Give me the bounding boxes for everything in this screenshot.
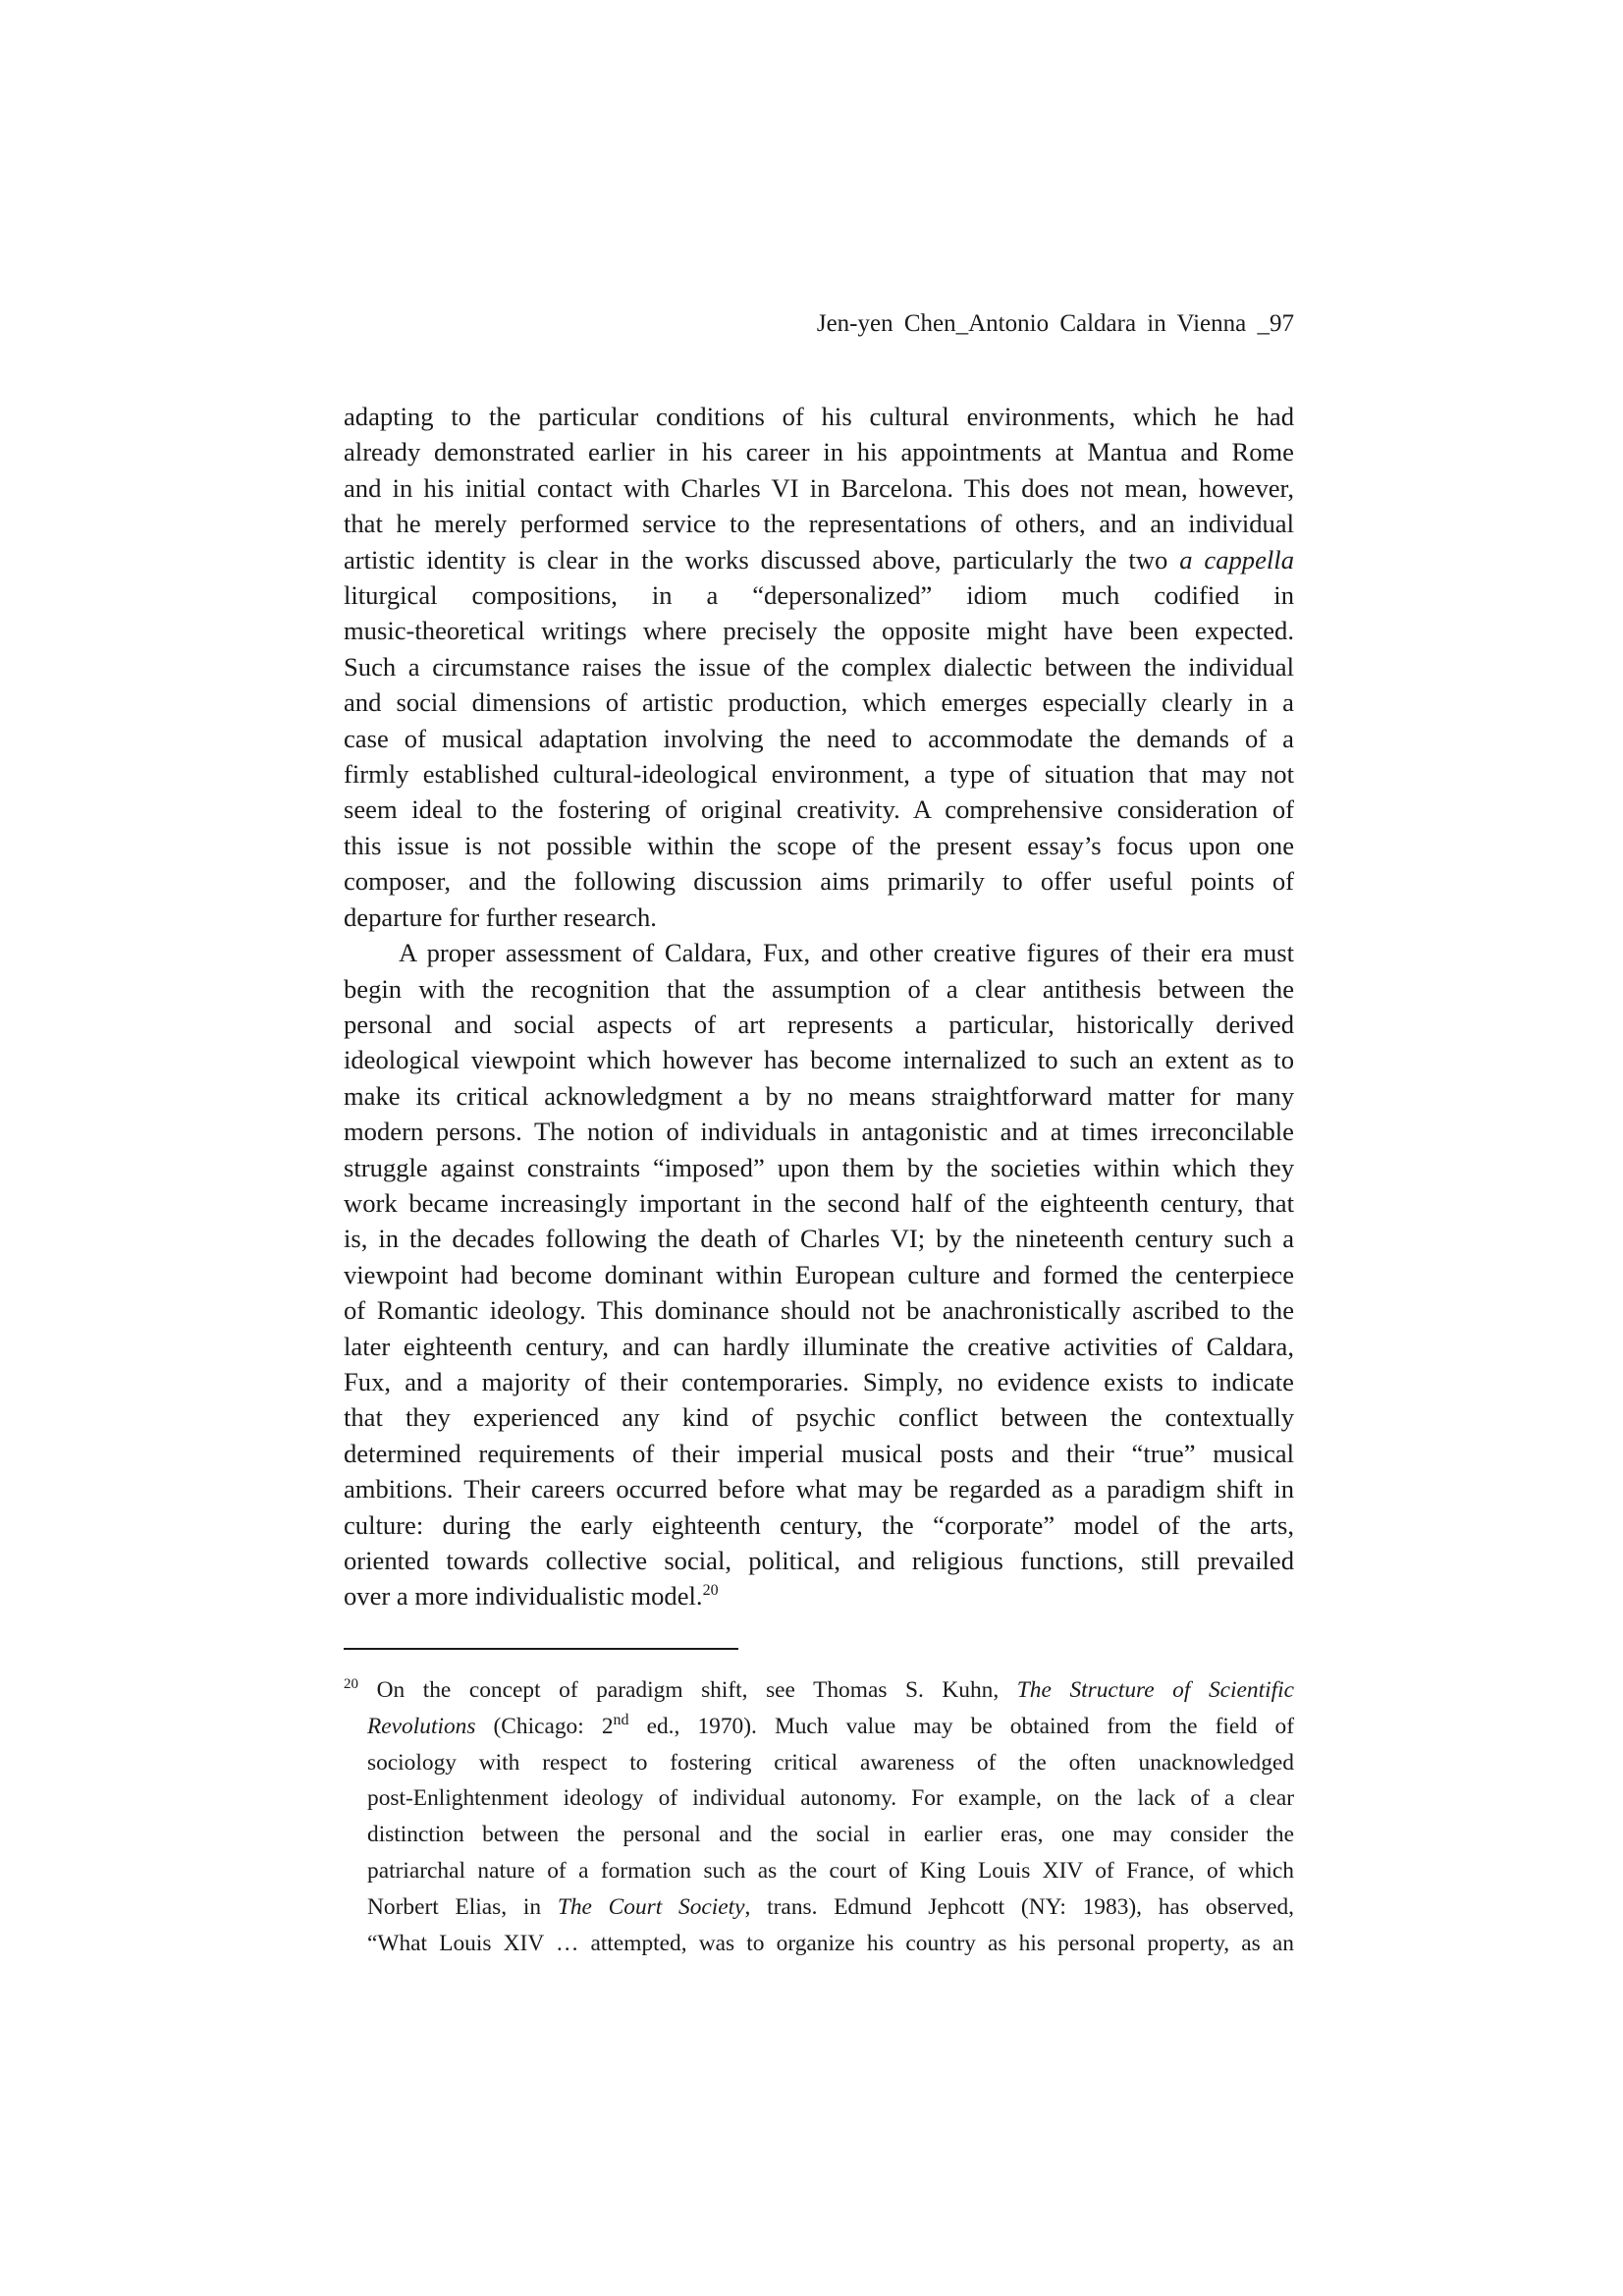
text-line: of Romantic ideology. This dominance should not be anachronistically ascribed to the [344, 1295, 1294, 1326]
text-line: liturgical compositions, in a “depersonalized” idiom much codified in [344, 580, 1294, 611]
italic-term: a cappella [1179, 544, 1294, 574]
text-segment: artistic identity is clear in the works discussed above, particularly the two [344, 544, 1168, 574]
text-line: this issue is not possible within the scope of the present essay’s focus upon one [344, 830, 1294, 860]
text-segment: On the concept of paradigm shift, see Thomas S. Kuhn, [376, 1677, 1000, 1703]
text-line: and in his initial contact with Charles VI in Barcelona. This does not mean, however, [344, 472, 1294, 503]
footnote-number: 20 [344, 1676, 358, 1693]
book-title: The Structure of Scientific [1016, 1677, 1294, 1703]
text-line: that he merely performed service to the representations of others, and an individual [344, 509, 1294, 539]
text-line: culture: during the early eighteenth century, the “corporate” model of the arts, [344, 1509, 1294, 1540]
paragraph-start-line: A proper assessment of Caldara, Fux, and other creative figures of their era must [399, 938, 1294, 968]
text-segment: (Chicago: 2 [493, 1713, 614, 1739]
text-line: seem ideal to the fostering of original creativity. A comprehensive consideration of [344, 794, 1294, 825]
ordinal-suffix: nd [613, 1712, 629, 1728]
footnote-reference[interactable]: 20 [702, 1582, 719, 1600]
text-line: already demonstrated earlier in his career in his appointments at Mantua and Rome [344, 437, 1294, 467]
text-line: later eighteenth century, and can hardly illuminate the creative activities of Caldara, [344, 1331, 1294, 1361]
footnote [344, 1672, 1294, 1961]
text-line: viewpoint had become dominant within European culture and formed the centerpiece [344, 1259, 1294, 1289]
text-line: Fux, and a majority of their contemporaries. Simply, no evidence exists to indicate [344, 1366, 1294, 1396]
text-line: is, in the decades following the death of Charles VI; by the nineteenth century such a [344, 1224, 1294, 1254]
text-line: personal and social aspects of art represents a particular, historically derived [344, 1009, 1294, 1039]
text-segment: ed., 1970). Much value may be obtained from the field of [646, 1713, 1294, 1739]
text-line: ideological viewpoint which however has become internalized to such an extent as to [344, 1045, 1294, 1075]
footnote-line [344, 1889, 1294, 1926]
footnote-separator [344, 1648, 738, 1650]
text-segment: over a more individualistic model. [344, 1581, 703, 1612]
text-line: work became increasingly important in the second half of the eighteenth century, that [344, 1187, 1294, 1218]
text-line: oriented towards collective social, political, and religious functions, still prevailed [344, 1546, 1294, 1575]
text-line: firmly established cultural-ideological environment, a type of situation that may not [344, 759, 1294, 790]
text-line: struggle against constraints “imposed” upon them by the societies within which they [344, 1152, 1294, 1182]
text-line: departure for further research. [344, 902, 657, 932]
text-line: determined requirements of their imperial musical posts and their “true” musical [344, 1438, 1294, 1468]
text-line: and social dimensions of artistic production, which emerges especially clearly in a [344, 687, 1294, 718]
text-segment: , trans. Edmund Jephcott (NY: 1983), has observed, [744, 1893, 1294, 1920]
footnote-line: patriarchal nature of a formation such as the court of King Louis XIV of France, of which [367, 1857, 1294, 1884]
text-line: adapting to the particular conditions of his cultural environments, which he had [344, 402, 1294, 431]
text-line: case of musical adaptation involving the need to accommodate the demands of a [344, 723, 1294, 753]
footnote-line [344, 1672, 1294, 1709]
footnote-line: “What Louis XIV … attempted, was to organize his country as his personal property, as an [367, 1930, 1294, 1956]
text-line [344, 1578, 1294, 1613]
footnote-line [344, 1709, 1294, 1745]
footnote-line: post-Enlightenment ideology of individual autonomy. For example, on the lack of a clear [367, 1785, 1294, 1812]
text-line: ambitions. Their careers occurred before what may be regarded as a paradigm shift in [344, 1474, 1294, 1504]
text-line: that they experienced any kind of psychic conflict between the contextually [344, 1402, 1294, 1433]
text-line: begin with the recognition that the assumption of a clear antithesis between the [344, 973, 1294, 1004]
text-line: modern persons. The notion of individuals in antagonistic and at times irreconcilable [344, 1117, 1294, 1147]
running-header: Jen-yen Chen_Antonio Caldara in Vienna _97 [816, 310, 1294, 337]
main-text [344, 399, 1294, 1614]
text-line: music-theoretical writings where precisely the opposite might have been expected. [344, 616, 1294, 646]
text-segment: Norbert Elias, in [367, 1893, 542, 1920]
text-line: make its critical acknowledgment a by no means straightforward matter for many [344, 1080, 1294, 1111]
book-title: The Court Society [557, 1893, 745, 1920]
text-line [344, 542, 1294, 577]
book-title: Revolutions [367, 1713, 476, 1739]
footnote-line: sociology with respect to fostering critical awareness of the often unacknowledged [367, 1749, 1294, 1776]
text-line: Such a circumstance raises the issue of the complex dialectic between the individual [344, 651, 1294, 682]
footnote-line: distinction between the personal and the social in earlier eras, one may consider the [367, 1822, 1294, 1848]
text-line: composer, and the following discussion aims primarily to offer useful points of [344, 866, 1294, 897]
